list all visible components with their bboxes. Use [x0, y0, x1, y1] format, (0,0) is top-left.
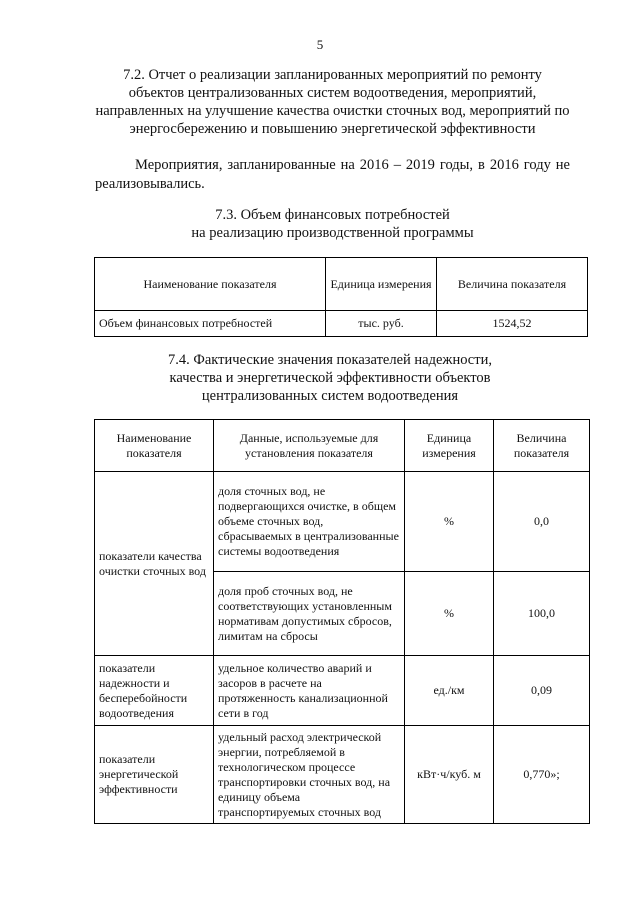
table-header-row — [95, 258, 588, 311]
cell-value: 0,0 — [494, 472, 590, 572]
section-7-3-heading-line2: на реализацию производственной программы — [191, 225, 474, 241]
table-row — [95, 472, 590, 572]
cell-value: 0,770»; — [494, 726, 590, 824]
table-row — [95, 656, 590, 726]
section-7-3-heading — [95, 206, 570, 242]
cell-value: 0,09 — [494, 656, 590, 726]
table-row — [95, 311, 588, 337]
group-energy: показатели энергетической эффективности — [95, 726, 214, 824]
indicators-table — [94, 419, 590, 824]
header-value: Величина показателя — [494, 420, 590, 472]
header-data-used: Данные, используемые для установления показателя — [214, 420, 405, 472]
cell-unit: тыс. руб. — [326, 311, 437, 337]
cell-value: 1524,52 — [437, 311, 588, 337]
cell-value: 100,0 — [494, 572, 590, 656]
cell-indicator-name: Объем финансовых потребностей — [95, 311, 326, 337]
group-quality: показатели качества очистки сточных вод — [95, 472, 214, 656]
section-7-3-heading-line1: 7.3. Объем финансовых потребностей — [215, 207, 450, 223]
cell-data: доля сточных вод, не подвергающихся очистке, в общем объеме сточных вод, сбрасываемых в централизованные системы водоотведения — [214, 472, 405, 572]
cell-unit: кВт·ч/куб. м — [405, 726, 494, 824]
page-number: 5 — [316, 37, 324, 52]
header-indicator-name: Наименование показателя — [95, 420, 214, 472]
section-7-4-heading: 7.4. Фактические значения показателей надежности, качества и энергетической эффективности объектов централизованных систем водоотведения — [168, 352, 492, 404]
financial-needs-table — [94, 257, 588, 337]
cell-unit: ед./км — [405, 656, 494, 726]
header-unit: Единица измерения — [405, 420, 494, 472]
cell-data: удельное количество аварий и засоров в расчете на протяженность канализационной сети в год — [214, 656, 405, 726]
cell-unit: % — [405, 472, 494, 572]
cell-data: удельный расход электрической энергии, потребляемой в технологическом процессе транспортировки сточных вод, на единицу объема транспортируемых сточных вод — [214, 726, 405, 824]
header-indicator-name: Наименование показателя — [95, 258, 326, 311]
cell-unit: % — [405, 572, 494, 656]
header-value: Величина показателя — [437, 258, 588, 311]
section-7-2-heading: 7.2. Отчет о реализации запланированных мероприятий по ремонту объектов централизованных систем водоотведения, мероприятий, направленных на улучшение качества очистки сточных вод, мероприятий по энергосбережению и повышению энергетической эффективности — [95, 67, 570, 137]
table-row — [95, 726, 590, 824]
cell-data: доля проб сточных вод, не соответствующих установленным нормативам допустимых сбросов, лимитам на сбросы — [214, 572, 405, 656]
header-unit: Единица измерения — [326, 258, 437, 311]
section-7-2-paragraph: Мероприятия, запланированные на 2016 – 2019 годы, в 2016 году не реализовывались. — [95, 157, 570, 192]
group-reliability: показатели надежности и бесперебойности водоотведения — [95, 656, 214, 726]
table-header-row — [95, 420, 590, 472]
